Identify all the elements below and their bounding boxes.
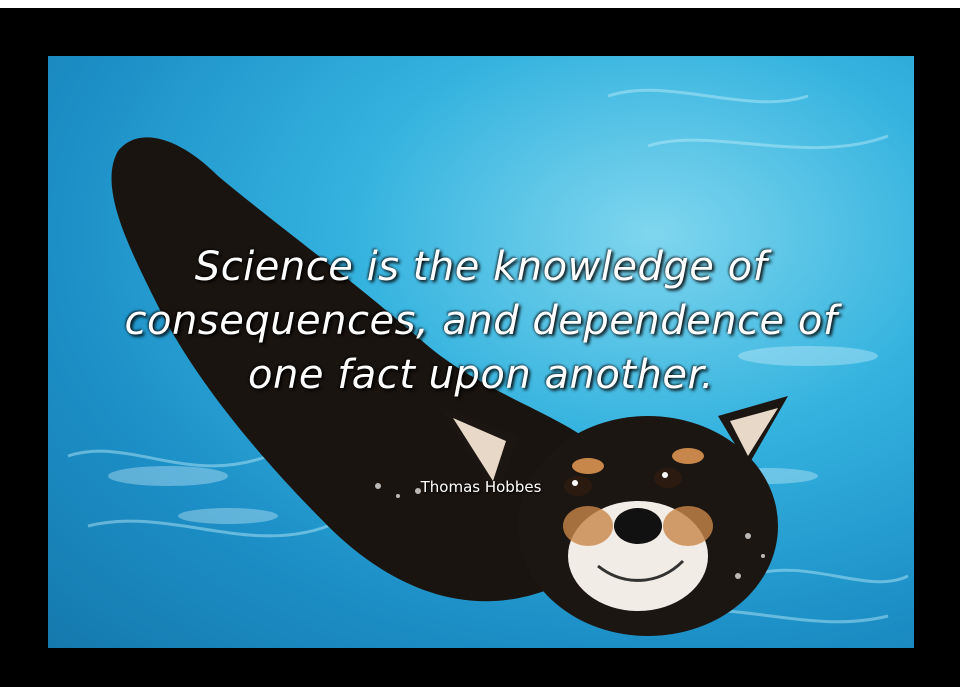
quote-line: one fact upon another.	[248, 352, 714, 398]
quote-author: Thomas Hobbes	[420, 478, 542, 496]
quote-line: Science is the knowledge of	[194, 244, 768, 290]
quote-text	[48, 240, 914, 402]
quote-line: consequences, and dependence of	[124, 298, 838, 344]
